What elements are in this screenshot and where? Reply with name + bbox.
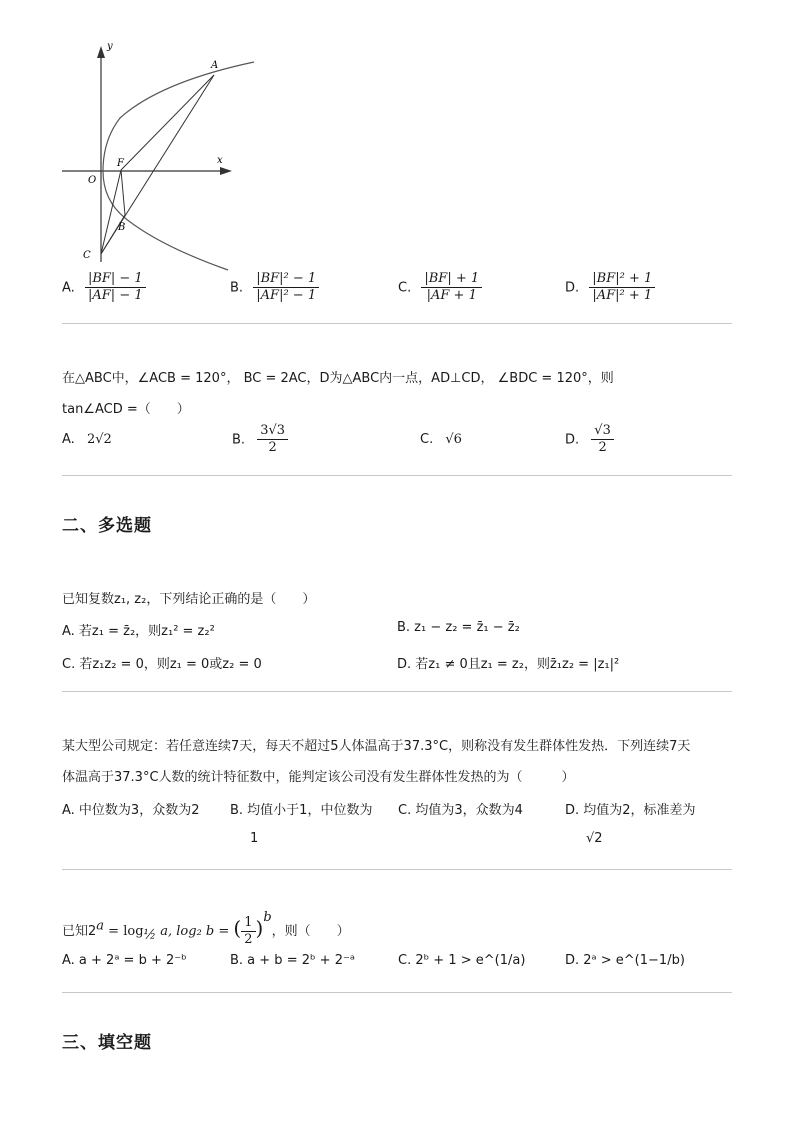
label-F: F xyxy=(117,158,124,169)
q1-option-c[interactable]: C. $\frac{|BF| + 1}{|AF + 1}$ xyxy=(398,272,482,304)
q4-stem-line2: 体温高于37.3°C人数的统计特征数中，能判定该公司没有发生群体性发热的为（ ） xyxy=(62,770,575,785)
segment-AF xyxy=(121,75,214,170)
label-A: A xyxy=(211,60,219,71)
q4-option-d-cont: √2 xyxy=(586,831,603,846)
label-C: C xyxy=(83,250,91,261)
q4-option-b-cont: 1 xyxy=(250,831,259,846)
y-axis-arrow xyxy=(97,46,105,58)
q1-option-d[interactable]: D. $\frac{\text{|BF|² + 1}}{\text{|AF|² + 1}}$ xyxy=(565,272,655,304)
parabola-figure xyxy=(0,0,792,290)
q3-option-b[interactable]: B. z₁ − z₂ = z̄₁ − z̄₂ xyxy=(397,620,520,635)
label-B: B xyxy=(118,222,126,233)
q5-option-b[interactable]: B. a + b = 2ᵇ + 2⁻ᵃ xyxy=(230,953,355,968)
x-axis-arrow xyxy=(220,167,232,175)
q4-option-d[interactable]: D. 均值为2，标准差为 xyxy=(565,803,696,818)
q4-option-c[interactable]: C. 均值为3，众数为4 xyxy=(398,803,523,818)
label-x: x xyxy=(217,155,223,166)
q2-option-b[interactable]: B. $\frac{3√3}{2}$ xyxy=(232,424,288,456)
q2-option-d[interactable]: D. $\frac{√3}{2}$ xyxy=(565,424,614,456)
label-y: y xyxy=(107,41,113,52)
q3-stem: 已知复数z₁, z₂，下列结论正确的是（ ） xyxy=(62,592,316,607)
q4-option-b[interactable]: B. 均值小于1，中位数为 xyxy=(230,803,373,818)
segment-BC xyxy=(101,215,125,254)
divider xyxy=(62,475,732,476)
q3-option-c[interactable]: C. 若z₁z₂ = 0，则z₁ = 0或z₂ = 0 xyxy=(62,657,262,672)
q5-option-d[interactable]: D. 2ᵃ > e^(1−1/b) xyxy=(565,953,685,968)
q1-option-a[interactable]: A. $\frac{|BF| - 1}{|AF| - 1}$ xyxy=(62,272,146,304)
divider xyxy=(62,992,732,993)
q4-option-a[interactable]: A. 中位数为3，众数为2 xyxy=(62,803,200,818)
q2-stem-line2: tan∠ACD =（ ） xyxy=(62,402,190,417)
q3-option-d[interactable]: D. 若z₁ ≠ 0且z₁ = z₂，则z̄₁z₂ = |z₁|² xyxy=(397,657,620,672)
q3-option-a[interactable]: A. 若z₁ = z̄₂，则z₁² = z₂² xyxy=(62,624,215,639)
divider xyxy=(62,323,732,324)
parabola-curve xyxy=(103,62,254,270)
q1-option-b[interactable]: B. $\frac{\text{|BF|² − 1}}{\text{|AF|² − 1}}$ xyxy=(230,272,319,304)
divider xyxy=(62,691,732,692)
q2-stem-line1: 在△ABC中，∠ACB = 120°， BC = 2AC，D为△ABC内一点，AD⊥CD， ∠BDC = 120°，则 xyxy=(62,371,614,386)
q5-stem: 已知$2^a = \log_{\frac{1}{2}} a$, log₂ b = ( $\frac{1}{2}$ )$^b$，则（ ） xyxy=(62,910,350,947)
q4-stem-line1: 某大型公司规定：若任意连续7天，每天不超过5人体温高于37.3°C，则称没有发生群体性发热．下列连续7天 xyxy=(62,739,691,754)
q2-option-a[interactable]: A. 2√2 xyxy=(62,432,112,447)
section-title-multiple-choice: 二、多选题 xyxy=(62,516,152,536)
q5-option-a[interactable]: A. a + 2ᵃ = b + 2⁻ᵇ xyxy=(62,953,187,968)
q2-option-c[interactable]: C. √6 xyxy=(420,432,462,447)
segment-FB xyxy=(121,170,125,215)
divider xyxy=(62,869,732,870)
label-O: O xyxy=(88,175,97,186)
q5-option-c[interactable]: C. 2ᵇ + 1 > e^(1/a) xyxy=(398,953,526,968)
section-title-fill-in: 三、填空题 xyxy=(62,1033,152,1053)
